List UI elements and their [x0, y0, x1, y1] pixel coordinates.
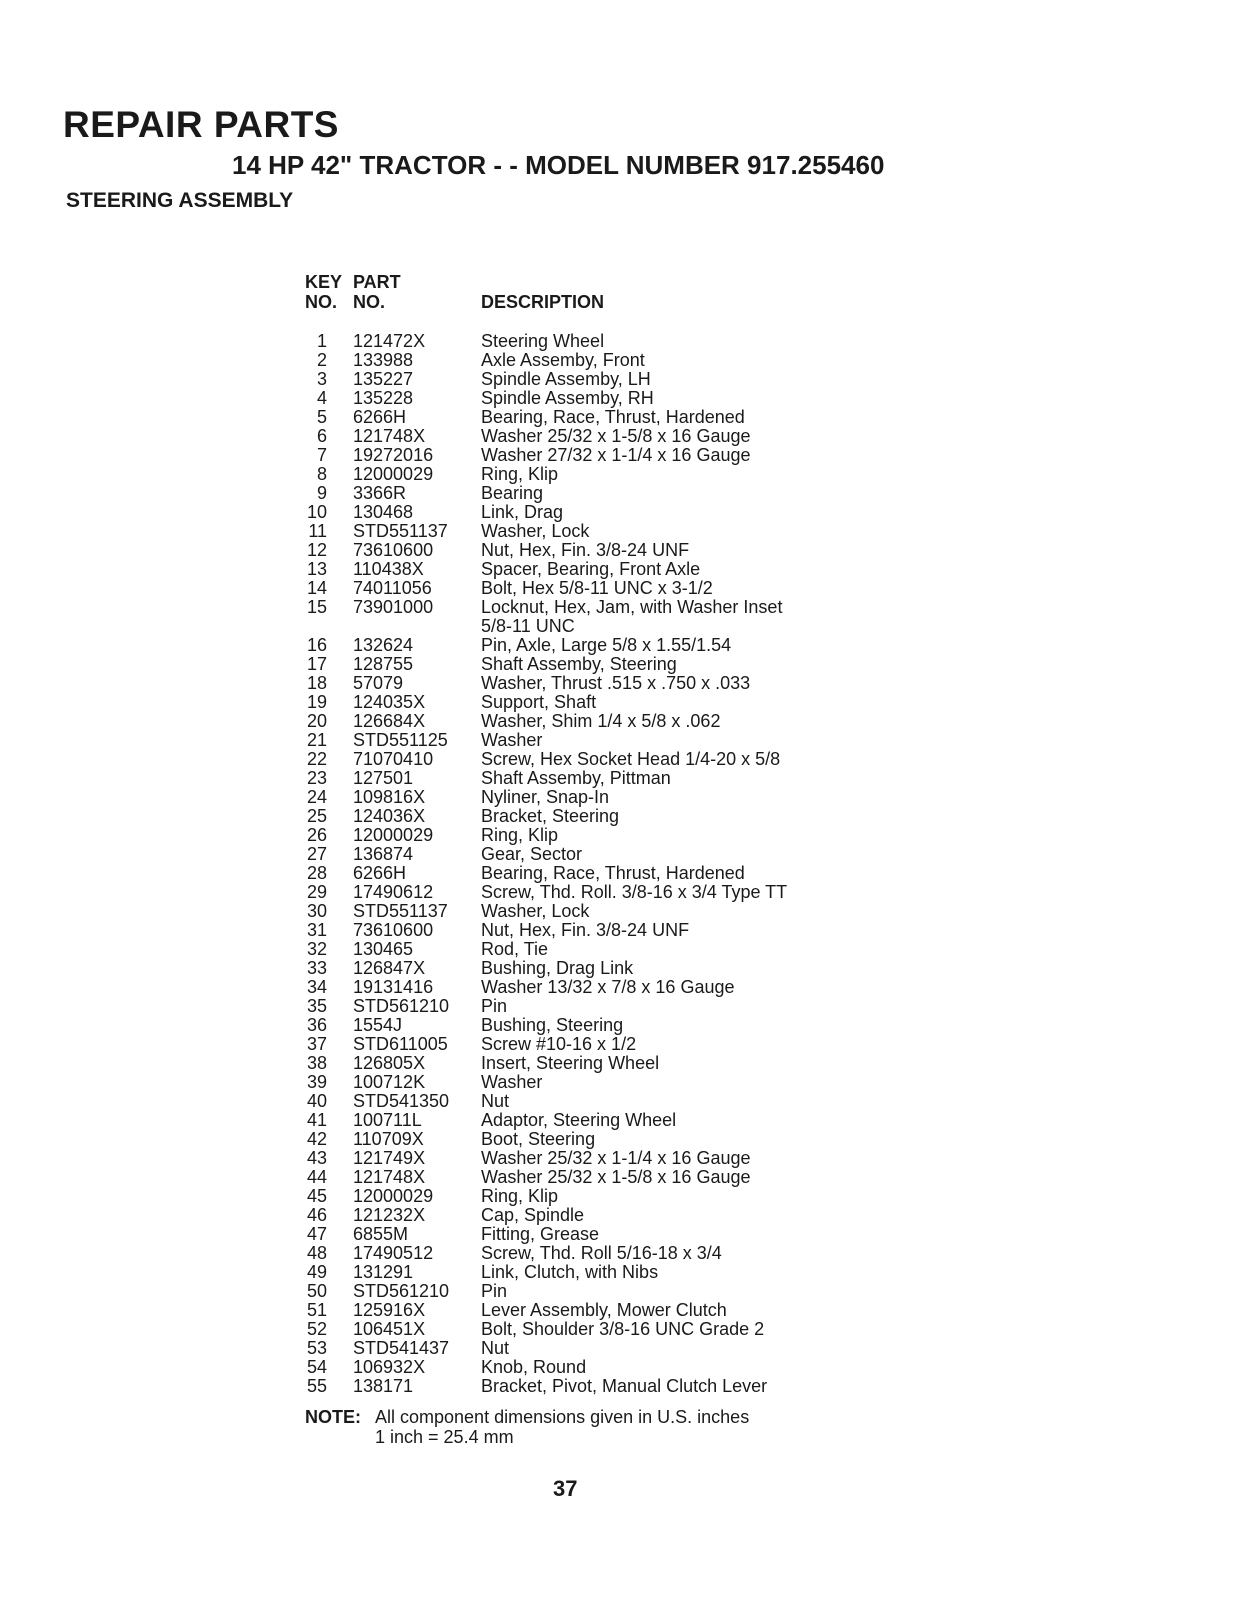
description-line: Bearing, Race, Thrust, Hardened	[481, 407, 745, 427]
key-number: 52	[306, 1319, 327, 1339]
part-number: 125916X	[353, 1300, 426, 1320]
description-line: Screw, Hex Socket Head 1/4-20 x 5/8	[481, 749, 781, 769]
note-label: NOTE:	[305, 1407, 361, 1427]
note-line2: 1 inch = 25.4 mm	[375, 1427, 514, 1447]
description-header: DESCRIPTION	[481, 292, 605, 312]
part-description	[481, 1225, 599, 1244]
part-number: 121472X	[353, 331, 426, 351]
description-line: Support, Shaft	[481, 692, 597, 712]
part-header-line1: PART	[353, 272, 401, 292]
key-number: 1	[316, 331, 327, 351]
description-line: Pin	[481, 1281, 508, 1301]
description-line: Bearing, Race, Thrust, Hardened	[481, 863, 745, 883]
part-description	[481, 636, 731, 655]
part-number: STD611005	[353, 1034, 448, 1054]
part-number: 130465	[353, 939, 414, 959]
key-number: 8	[316, 464, 327, 484]
key-number: 26	[306, 825, 327, 845]
part-number: STD561210	[353, 1281, 450, 1301]
part-description	[481, 1035, 636, 1054]
key-number: 27	[306, 844, 327, 864]
description-line: Pin, Axle, Large 5/8 x 1.55/1.54	[481, 635, 732, 655]
key-number: 7	[316, 445, 327, 465]
part-number: 136874	[353, 844, 414, 864]
part-description	[481, 465, 558, 484]
part-description	[481, 579, 713, 598]
description-line: Axle Assemby, Front	[481, 350, 645, 370]
description-line: Washer 27/32 x 1-1/4 x 16 Gauge	[481, 445, 751, 465]
part-description	[481, 1263, 658, 1282]
description-line: Washer, Lock	[481, 521, 590, 541]
description-line: Ring, Klip	[481, 464, 559, 484]
key-number: 24	[306, 787, 327, 807]
part-number: 6266H	[353, 407, 407, 427]
description-line: Cap, Spindle	[481, 1205, 585, 1225]
key-header-line1: KEY	[305, 272, 343, 292]
key-number: 40	[306, 1091, 327, 1111]
key-number: 10	[306, 502, 327, 522]
part-number: 110709X	[353, 1129, 424, 1149]
part-description	[481, 446, 751, 465]
part-description	[481, 351, 645, 370]
description-line: Shaft Assemby, Steering	[481, 654, 677, 674]
part-description	[481, 902, 589, 921]
key-number: 29	[306, 882, 327, 902]
part-description	[481, 598, 782, 636]
part-number: STD551125	[353, 730, 448, 750]
key-number: 21	[306, 730, 327, 750]
key-number: 6	[316, 426, 327, 446]
key-number: 47	[306, 1224, 327, 1244]
description-line: Bolt, Hex 5/8-11 UNC x 3-1/2	[481, 578, 713, 598]
part-number: 1554J	[353, 1015, 403, 1035]
description-line: Spacer, Bearing, Front Axle	[481, 559, 701, 579]
part-number: STD541437	[353, 1338, 450, 1358]
part-description	[481, 750, 780, 769]
description-line: Bolt, Shoulder 3/8-16 UNC Grade 2	[481, 1319, 765, 1339]
part-number: 6855M	[353, 1224, 409, 1244]
key-number: 23	[306, 768, 327, 788]
part-number: 12000029	[353, 464, 434, 484]
part-description	[481, 1092, 509, 1111]
part-description	[481, 807, 619, 826]
part-number: 106451X	[353, 1319, 426, 1339]
key-number: 41	[306, 1110, 327, 1130]
description-line: Shaft Assemby, Pittman	[481, 768, 671, 788]
part-number: 131291	[353, 1262, 414, 1282]
key-number: 13	[306, 559, 327, 579]
part-description	[481, 1149, 751, 1168]
key-number: 44	[306, 1167, 327, 1187]
description-line: Spindle Assemby, LH	[481, 369, 651, 389]
description-line: Locknut, Hex, Jam, with Washer Inset	[481, 597, 783, 617]
part-number: 73610600	[353, 920, 434, 940]
description-line: Washer	[481, 730, 543, 750]
key-number: 18	[306, 673, 327, 693]
part-number: 3366R	[353, 483, 407, 503]
part-description	[481, 655, 677, 674]
key-number: 32	[306, 939, 327, 959]
description-line: Steering Wheel	[481, 331, 605, 351]
part-number: STD561210	[353, 996, 450, 1016]
section-title: STEERING ASSEMBLY	[66, 189, 294, 212]
description-line: Lever Assembly, Mower Clutch	[481, 1300, 727, 1320]
part-number: 132624	[353, 635, 414, 655]
part-number: 135227	[353, 369, 414, 389]
part-number: STD551137	[353, 901, 448, 921]
description-line: Boot, Steering	[481, 1129, 596, 1149]
description-line: Ring, Klip	[481, 825, 559, 845]
key-number: 5	[316, 407, 327, 427]
part-number: 126684X	[353, 711, 426, 731]
key-header-line2: NO.	[305, 292, 338, 312]
part-header-line2: NO.	[353, 292, 386, 312]
part-number: 74011056	[353, 578, 432, 598]
model-subtitle: 14 HP 42" TRACTOR - - MODEL NUMBER 917.255460	[232, 150, 885, 180]
description-line: Adaptor, Steering Wheel	[481, 1110, 677, 1130]
part-number: 19131416	[353, 977, 434, 997]
key-number: 49	[306, 1262, 327, 1282]
key-number: 37	[306, 1034, 327, 1054]
part-number: 73901000	[353, 597, 434, 617]
part-description	[481, 845, 582, 864]
part-number: 100711L	[353, 1110, 422, 1130]
part-description	[481, 769, 671, 788]
part-number: 135228	[353, 388, 414, 408]
key-number: 16	[306, 635, 327, 655]
part-number: 110438X	[353, 559, 424, 579]
key-number: 36	[306, 1015, 327, 1035]
key-number: 14	[306, 578, 327, 598]
part-number: 124036X	[353, 806, 426, 826]
key-number: 9	[316, 483, 327, 503]
part-number: 57079	[353, 673, 404, 693]
key-number: 2	[316, 350, 327, 370]
description-line: Washer 13/32 x 7/8 x 16 Gauge	[481, 977, 735, 997]
part-description	[481, 1130, 595, 1149]
part-description	[481, 712, 720, 731]
description-line: Bearing	[481, 483, 544, 503]
part-description	[481, 940, 548, 959]
description-line: Washer 25/32 x 1-5/8 x 16 Gauge	[481, 1167, 751, 1187]
key-number: 45	[306, 1186, 327, 1206]
key-number: 15	[306, 597, 327, 617]
key-number: 33	[306, 958, 327, 978]
part-number: 71070410	[353, 749, 434, 769]
key-number: 48	[306, 1243, 327, 1263]
description-line: Pin	[481, 996, 508, 1016]
key-number: 30	[306, 901, 327, 921]
part-description	[481, 864, 745, 883]
description-line: Washer, Lock	[481, 901, 590, 921]
part-description	[481, 788, 609, 807]
part-number: STD541350	[353, 1091, 450, 1111]
key-number: 43	[306, 1148, 327, 1168]
description-line: Washer 25/32 x 1-5/8 x 16 Gauge	[481, 426, 751, 446]
description-line: Spindle Assemby, RH	[481, 388, 654, 408]
part-number: 133988	[353, 350, 414, 370]
key-number: 46	[306, 1205, 327, 1225]
part-description	[481, 389, 654, 408]
key-number: 35	[306, 996, 327, 1016]
key-number: 25	[306, 806, 327, 826]
part-number: 130468	[353, 502, 414, 522]
part-number: 12000029	[353, 1186, 434, 1206]
part-description	[481, 503, 563, 522]
part-number: 109816X	[353, 787, 426, 807]
key-number: 51	[306, 1300, 327, 1320]
description-line: Link, Drag	[481, 502, 564, 522]
description-line: Bushing, Steering	[481, 1015, 624, 1035]
part-description	[481, 1187, 558, 1206]
part-description	[481, 1377, 767, 1396]
key-number: 50	[306, 1281, 327, 1301]
part-number: 17490612	[353, 882, 434, 902]
part-description	[481, 427, 751, 446]
key-number: 34	[306, 977, 327, 997]
part-description	[481, 1073, 542, 1092]
description-line: Washer	[481, 1072, 543, 1092]
part-number: 100712K	[353, 1072, 426, 1092]
page-title: REPAIR PARTS	[63, 104, 339, 145]
key-number: 28	[306, 863, 327, 883]
part-description	[481, 997, 507, 1016]
part-description	[481, 541, 689, 560]
part-description	[481, 1054, 659, 1073]
part-number: 121232X	[353, 1205, 426, 1225]
part-number: 138171	[353, 1376, 414, 1396]
part-description	[481, 1111, 676, 1130]
description-line: Bushing, Drag Link	[481, 958, 634, 978]
part-description	[481, 978, 735, 997]
part-description	[481, 560, 700, 579]
part-description	[481, 484, 543, 503]
key-number: 39	[306, 1072, 327, 1092]
part-description	[481, 522, 589, 541]
part-description	[481, 731, 542, 750]
part-number: 128755	[353, 654, 414, 674]
description-line: Bracket, Pivot, Manual Clutch Lever	[481, 1376, 768, 1396]
part-description	[481, 693, 596, 712]
key-number: 55	[306, 1376, 327, 1396]
description-line: Knob, Round	[481, 1357, 587, 1377]
key-number: 54	[306, 1357, 327, 1377]
part-number: 121749X	[353, 1148, 426, 1168]
part-description	[481, 1339, 509, 1358]
description-line: Washer, Thrust .515 x .750 x .033	[481, 673, 751, 693]
key-number: 53	[306, 1338, 327, 1358]
part-number: STD551137	[353, 521, 448, 541]
part-description	[481, 674, 750, 693]
part-number: 73610600	[353, 540, 434, 560]
part-description	[481, 332, 604, 351]
key-number: 22	[306, 749, 327, 769]
part-description	[481, 1301, 727, 1320]
part-number: 106932X	[353, 1357, 426, 1377]
part-number: 124035X	[353, 692, 426, 712]
key-number: 38	[306, 1053, 327, 1073]
description-line: Fitting, Grease	[481, 1224, 600, 1244]
description-line: Nyliner, Snap-In	[481, 787, 610, 807]
part-number: 121748X	[353, 426, 426, 446]
part-description	[481, 1320, 764, 1339]
part-number: 126805X	[353, 1053, 426, 1073]
part-description	[481, 408, 745, 427]
part-description	[481, 1282, 507, 1301]
key-number: 42	[306, 1129, 327, 1149]
part-description	[481, 1244, 722, 1263]
part-number: 19272016	[353, 445, 434, 465]
description-line: Screw, Thd. Roll. 3/8-16 x 3/4 Type TT	[481, 882, 788, 902]
part-description	[481, 959, 633, 978]
description-line: Washer, Shim 1/4 x 5/8 x .062	[481, 711, 721, 731]
key-number: 19	[306, 692, 327, 712]
part-number: 127501	[353, 768, 414, 788]
description-line: Nut, Hex, Fin. 3/8-24 UNF	[481, 540, 690, 560]
part-description	[481, 370, 651, 389]
key-number: 31	[306, 920, 327, 940]
part-number: 6266H	[353, 863, 407, 883]
description-line: Bracket, Steering	[481, 806, 620, 826]
description-line: Rod, Tie	[481, 939, 549, 959]
part-description	[481, 1016, 623, 1035]
description-line: Screw #10-16 x 1/2	[481, 1034, 637, 1054]
page-number: 37	[553, 1476, 578, 1501]
part-description	[481, 883, 787, 902]
key-number: 11	[308, 521, 327, 541]
key-number: 17	[306, 654, 327, 674]
description-line: Nut, Hex, Fin. 3/8-24 UNF	[481, 920, 690, 940]
key-number: 3	[316, 369, 327, 389]
key-number: 4	[316, 388, 327, 408]
part-description	[481, 826, 558, 845]
note-line1: All component dimensions given in U.S. inches	[375, 1407, 750, 1427]
part-description	[481, 921, 689, 940]
part-description	[481, 1206, 584, 1225]
part-number: 12000029	[353, 825, 434, 845]
description-line-continued: 5/8-11 UNC	[481, 616, 575, 636]
description-line: Nut	[481, 1091, 510, 1111]
description-line: Washer 25/32 x 1-1/4 x 16 Gauge	[481, 1148, 751, 1168]
description-line: Gear, Sector	[481, 844, 583, 864]
description-line: Screw, Thd. Roll 5/16-18 x 3/4	[481, 1243, 722, 1263]
part-number: 126847X	[353, 958, 426, 978]
part-description	[481, 1168, 751, 1187]
description-line: Link, Clutch, with Nibs	[481, 1262, 659, 1282]
part-number: 121748X	[353, 1167, 426, 1187]
note-block	[305, 1407, 749, 1447]
description-line: Nut	[481, 1338, 510, 1358]
description-line: Insert, Steering Wheel	[481, 1053, 660, 1073]
description-line: Ring, Klip	[481, 1186, 559, 1206]
part-number: 17490512	[353, 1243, 434, 1263]
part-description	[481, 1358, 586, 1377]
key-number: 12	[306, 540, 327, 560]
key-number: 20	[306, 711, 327, 731]
